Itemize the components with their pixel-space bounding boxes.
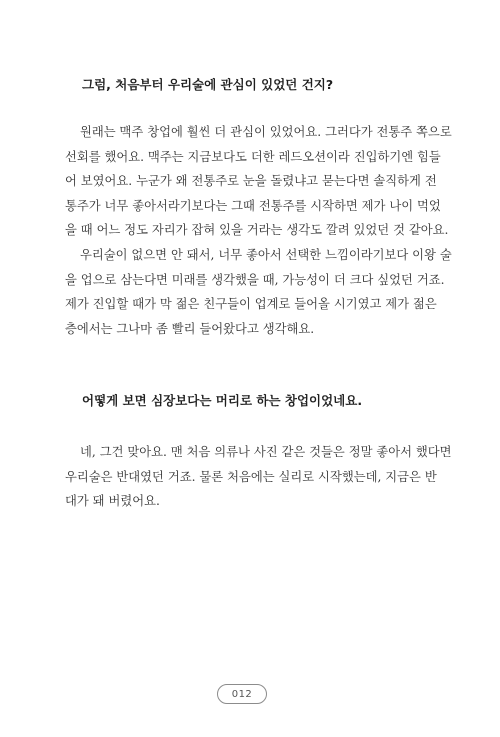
answer-1-line: 선회를 했어요. 맥주는 지금보다도 더한 레드오션이라 진입하기엔 힘들 xyxy=(65,149,441,164)
answer-1-line: 원래는 맥주 창업에 훨씬 더 관심이 있었어요. 그러다가 전통주 쪽으로 xyxy=(80,125,452,139)
answer-1 xyxy=(65,120,452,341)
answer-1-line: 어 보였어요. 누군가 왜 전통주로 눈을 돌렸냐고 묻는다면 솔직하게 전 xyxy=(65,174,437,189)
page-number: 012 xyxy=(217,684,267,704)
interview-question-1: 그럼, 처음부터 우리술에 관심이 있었던 건지? xyxy=(82,77,334,92)
answer-2 xyxy=(65,440,452,514)
answer-2-line: 대가 돼 버렸어요. xyxy=(65,494,160,509)
answer-2-line: 우리술은 반대였던 거죠. 물론 처음에는 실리로 시작했는데, 지금은 반 xyxy=(65,469,437,484)
interview-question-2: 어떻게 보면 심장보다는 머리로 하는 창업이었네요. xyxy=(82,393,363,408)
answer-1-line: 을 때 어느 정도 자리가 잡혀 있을 거라는 생각도 깔려 있었던 것 같아요. xyxy=(65,223,449,238)
answer-2-line: 네, 그건 맞아요. 맨 처음 의류나 사진 같은 것들은 정말 좋아서 했다면 xyxy=(80,445,452,459)
answer-1-line: 우리술이 없으면 안 돼서, 너무 좋아서 선택한 느낌이라기보다 이왕 술 xyxy=(80,247,452,262)
answer-1-line: 층에서는 그나마 좀 빨리 들어왔다고 생각해요. xyxy=(65,321,315,336)
answer-1-line: 을 업으로 삼는다면 미래를 생각했을 때, 가능성이 더 크다 싶었던 거죠. xyxy=(65,272,445,287)
answer-1-line: 제가 진입할 때가 막 젊은 친구들이 업계로 들어올 시기였고 제가 젊은 xyxy=(65,297,437,312)
answer-1-line: 통주가 너무 좋아서라기보다는 그때 전통주를 시작하면 제가 나이 먹었 xyxy=(65,198,441,213)
